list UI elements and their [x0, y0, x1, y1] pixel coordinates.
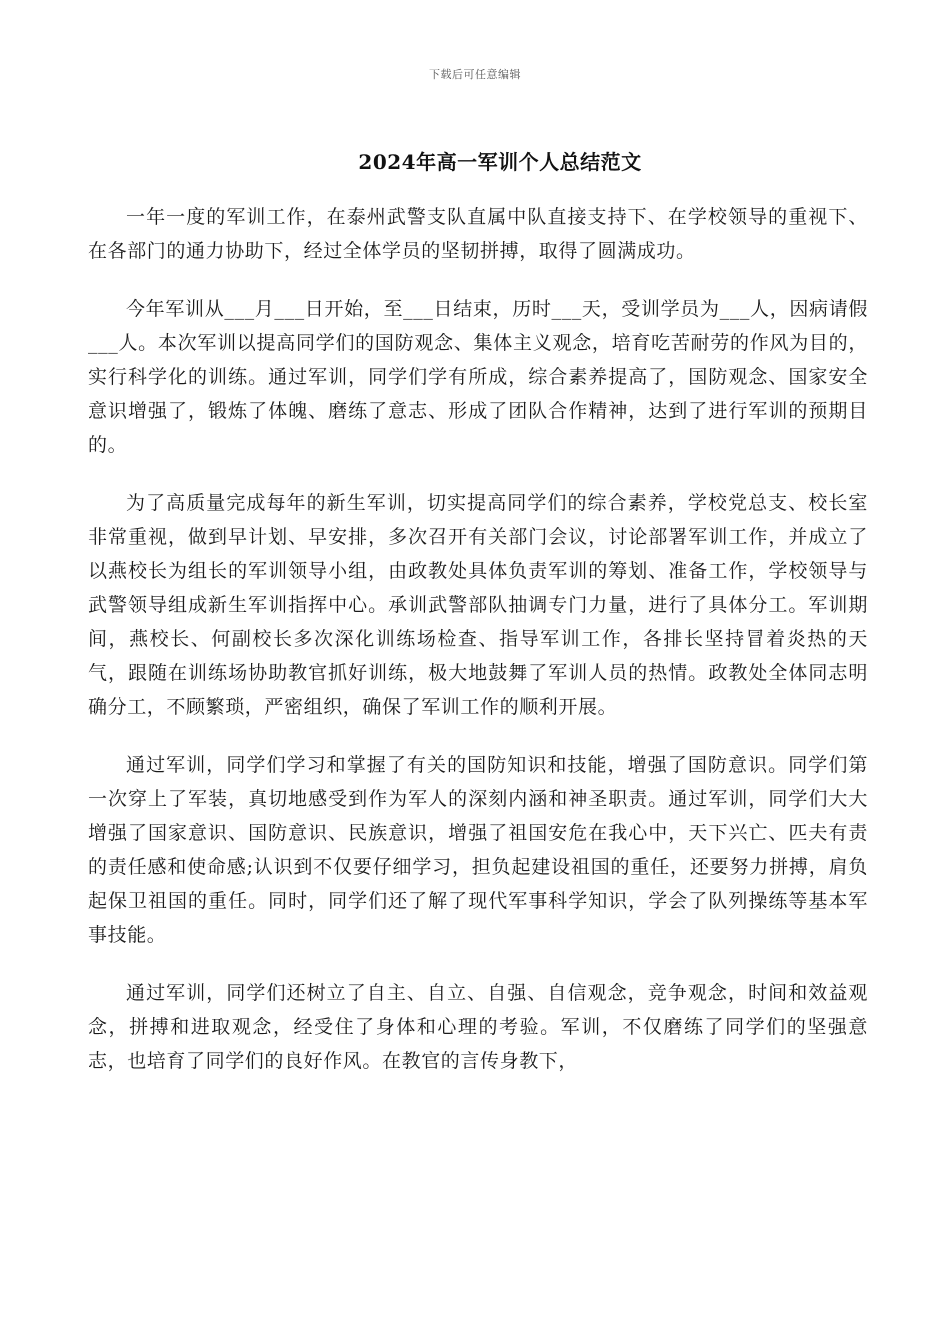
document-title: 2024年高一军训个人总结范文	[358, 150, 642, 174]
paragraph-4: 通过军训，同学们学习和掌握了有关的国防知识和技能，增强了国防意识。同学们第一次穿上了军装，真切地感受到作为军人的深刻内涵和神圣职责。通过军训，同学们大大增强了国家意识、国防意识、民族意识，增强了祖国安危在我心中，天下兴亡、匹夫有责的责任感和使命感;认识到不仅要仔细学习，担负起建设祖国的重任，还要努力拼搏，肩负起保卫祖国的重任。同时，同学们还了解了现代军事科学知识，学会了队列操练等基本军事技能。	[88, 754, 868, 946]
paragraph-1: 一年一度的军训工作，在泰州武警支队直属中队直接支持下、在学校领导的重视下、在各部门的通力协助下，经过全体学员的坚韧拼搏，取得了圆满成功。	[88, 206, 868, 262]
paragraph-5: 通过军训，同学们还树立了自主、自立、自强、自信观念，竞争观念，时间和效益观念，拼搏和进取观念，经受住了身体和心理的考验。军训，不仅磨练了同学们的坚强意志，也培育了同学们的良好作风。在教官的言传身教下，	[88, 982, 868, 1072]
paragraph-2: 今年军训从___月___日开始，至___日结束，历时___天，受训学员为___人，因病请假___人。本次军训以提高同学们的国防观念、集体主义观念，培育吃苦耐劳的作风为目的，实行科学化的训练。通过军训，同学们学有所成，综合素养提高了，国防观念、国家安全意识增强了，锻炼了体魄、磨练了意志、形成了团队合作精神，达到了进行军训的预期目的。	[88, 298, 868, 456]
document-body	[88, 200, 868, 1102]
header-note: 下载后可任意编辑	[429, 68, 521, 81]
paragraph-3: 为了高质量完成每年的新生军训，切实提高同学们的综合素养，学校党总支、校长室非常重视，做到早计划、早安排，多次召开有关部门会议，讨论部署军训工作，并成立了以燕校长为组长的军训领导小组，由政教处具体负责军训的筹划、准备工作，学校领导与武警领导组成新生军训指挥中心。承训武警部队抽调专门力量，进行了具体分工。军训期间，燕校长、何副校长多次深化训练场检查、指导军训工作，各排长坚持冒着炎热的天气，跟随在训练场协助教官抓好训练，极大地鼓舞了军训人员的热情。政教处全体同志明确分工，不顾繁琐，严密组织，确保了军训工作的顺利开展。	[88, 492, 868, 718]
